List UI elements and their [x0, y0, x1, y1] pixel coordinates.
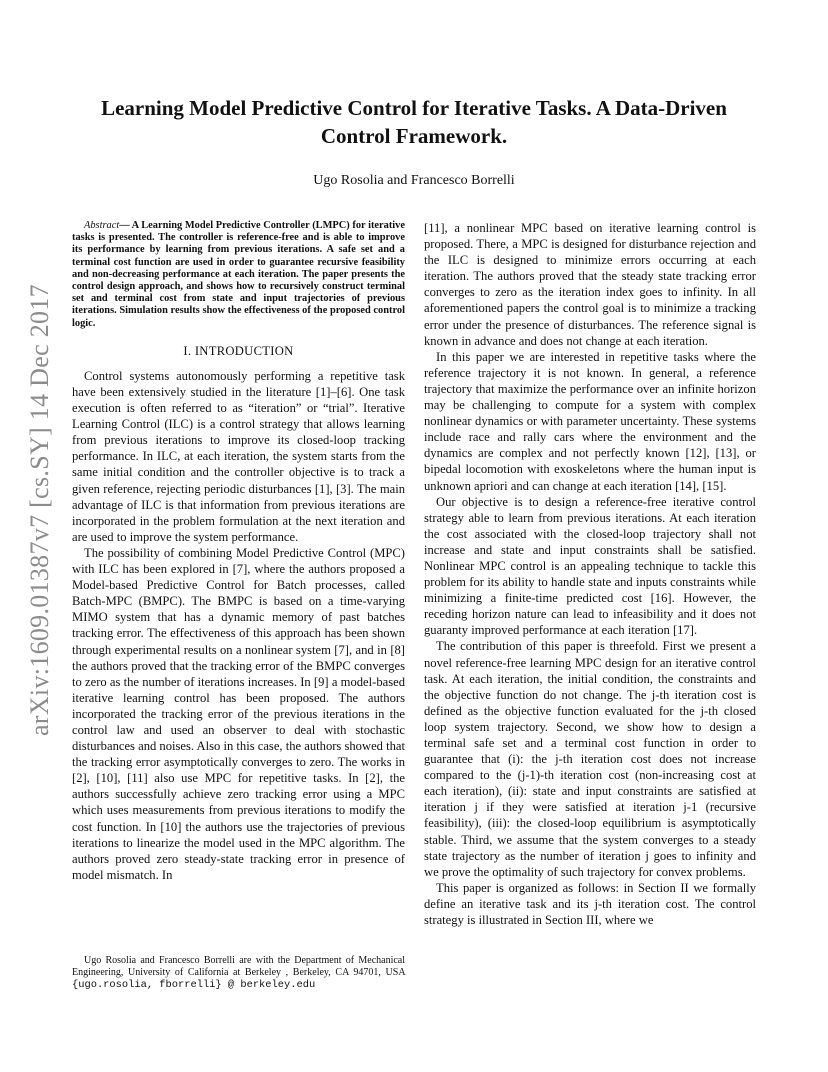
section-heading: I. INTRODUCTION — [183, 343, 294, 358]
paragraph: The possibility of combining Model Predictive Control (MPC) with ILC has been explored in [7], where the authors proposed a Model-based Predictive Control for Batch processes, called Batch-MPC (BMPC). The BMPC is based on a time-varying MIMO system that has a dynamic memory of past batches tracking error. The effectiveness of this approach has been shown through experimental results on a nonlinear system [7], and in [8] the authors proved that the tracking error of the BMPC converges to zero as the number of iterations increases. In [9] a model-based iterative learning control has been proposed. The authors incorporated the tracking error of the previous iterations in the control law and used an observer to deal with stochastic disturbances and noises. Also in this case, the authors showed that the tracking error asymptotically converges to zero. The works in [2], [10], [11] also use MPC for repetitive tasks. In [2], the authors successfully achieve zero tracking error using a MPC which uses measurements from previous iterations to modify the cost function. In [10] the authors use the trajectories of previous iterations to linearize the model used in the MPC algorithm. The authors proved zero steady-state tracking error in presence of model mismatch. In — [72, 545, 405, 882]
footnote-emails: {ugo.rosolia, fborrelli} @ berkeley.edu — [72, 979, 316, 992]
left-column — [72, 220, 405, 883]
paragraph: The contribution of this paper is threefold. First we present a novel reference-free learning MPC design for an iterative control task. At each iteration, the initial condition, the constraints and the objective function do not change. The j-th iteration cost is defined as the objective function evaluated for the j-th closed loop system trajectory. Second, we show how to design a terminal safe set and a terminal cost function in order to guarantee that (i): the j-th iteration cost does not increase compared to the (j-1)-th iteration cost (non-increasing cost at each iteration), (ii): state and input constraints are satisfied at iteration j if they were satisfied at iteration j-1 (recursive feasibility), (iii): the closed-loop equilibrium is asymptotically stable. Third, we assume that the system converges to a steady state trajectory as the number of iteration j goes to infinity and we prove the optimality of such trajectory for convex problems. — [424, 639, 756, 879]
abstract — [72, 220, 405, 330]
right-column — [424, 220, 756, 928]
footnote-text: Ugo Rosolia and Francesco Borrelli are with the Department of Mechanical Engineering, University of California at Berkeley , Berkeley, CA 94701, USA — [72, 955, 405, 979]
abstract-label: Abstract — [84, 220, 120, 231]
paper-title: Learning Model Predictive Control for Iterative Tasks. A Data-Driven Control Framework. — [101, 96, 727, 148]
arxiv-identifier: arXiv:1609.01387v7 [cs.SY] 14 Dec 2017 — [25, 284, 54, 736]
paragraph: This paper is organized as follows: in Section II we formally define an iterative task and its j-th iteration cost. The control strategy is illustrated in Section III, where we — [424, 880, 756, 928]
paragraph: Our objective is to design a reference-free iterative control strategy able to learn from previous iterations. At each iteration the cost associated with the closed-loop trajectory shall not increase and state and input constraints shall be satisfied. Nonlinear MPC control is an appealing technique to tackle this problem for its ability to handle state and inputs constraints while minimizing a finite-time predicted cost [16]. However, the receding horizon nature can lead to infeasibility and it does not guaranty improved performance at each iteration [17]. — [424, 494, 756, 638]
arxiv-stamp — [22, 285, 58, 735]
paragraph: Control systems autonomously performing a repetitive task have been extensively studied in the literature [1]–[6]. One task execution is often referred to as “iteration” or “trial”. Iterative Learning Control (ILC) is a control strategy that allows learning from previous iterations to improve its closed-loop tracking performance. In ILC, at each iteration, the system starts from the same initial condition and the controller objective is to track a given reference, rejecting periodic disturbances [1], [3]. The main advantage of ILC is that information from previous iterations are incorporated in the problem formulation at the next iteration and are used to improve the system performance. — [72, 368, 405, 544]
paper-authors: Ugo Rosolia and Francesco Borrelli — [313, 173, 515, 188]
paragraph: In this paper we are interested in repetitive tasks where the reference trajectory it is not known. In general, a reference trajectory that maximize the performance over an infinite horizon may be challenging to compute for a system with complex nonlinear dynamics or with parameter uncertainty. These systems include race and rally cars where the environment and the dynamics are complex and not perfectly known [12], [13], or bipedal locomotion with exoskeletons where the human input is unknown apriori and can change at each iteration [14], [15]. — [424, 349, 756, 493]
abstract-text: — A Learning Model Predictive Controller (LMPC) for iterative tasks is presented. The controller is reference-free and is able to improve its performance by learning from previous iterations. A safe set and a terminal cost function are used in order to guarantee recursive feasibility and non-decreasing performance at each iteration. The paper presents the control design approach, and shows how to recursively construct terminal set and terminal cost from state and input trajectories of previous iterations. Simulation results show the effectiveness of the proposed control logic. — [72, 220, 405, 329]
footnote — [72, 955, 405, 992]
paragraph: [11], a nonlinear MPC based on iterative learning control is proposed. There, a MPC is designed for disturbance rejection and the ILC is designed to minimize errors occurring at each iteration. The authors proved that the steady state tracking error converges to zero as the iteration index goes to infinity. In all aforementioned papers the control goal is to minimize a tracking error under the presence of disturbances. The reference signal is known in advance and does not change at each iteration. — [424, 221, 756, 348]
